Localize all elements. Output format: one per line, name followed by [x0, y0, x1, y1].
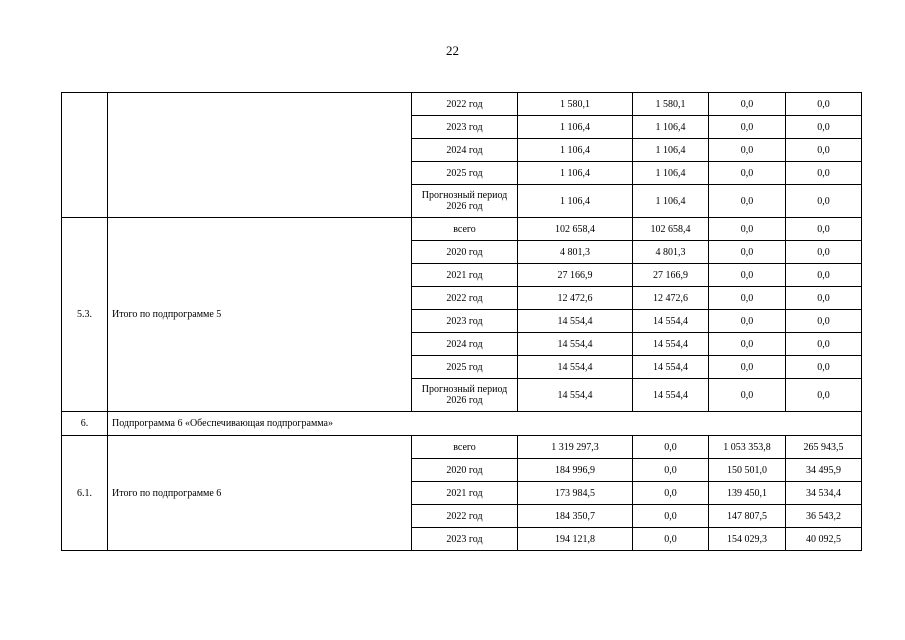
value-cell: 0,0: [786, 379, 862, 412]
value-cell: 184 996,9: [518, 459, 633, 482]
value-cell: 0,0: [709, 241, 786, 264]
row-number-cell: [62, 93, 108, 218]
row-number-cell: 6.1.: [62, 436, 108, 551]
value-cell: 34 534,4: [786, 482, 862, 505]
value-cell: 0,0: [709, 139, 786, 162]
value-cell: 154 029,3: [709, 528, 786, 551]
value-cell: 1 106,4: [518, 139, 633, 162]
period-cell: 2021 год: [412, 482, 518, 505]
row-name-cell: [108, 93, 412, 218]
value-cell: 0,0: [786, 356, 862, 379]
value-cell: 0,0: [633, 528, 709, 551]
value-cell: 102 658,4: [518, 218, 633, 241]
value-cell: 0,0: [786, 162, 862, 185]
value-cell: 14 554,4: [633, 333, 709, 356]
page-number: 22: [446, 43, 459, 58]
value-cell: 1 580,1: [518, 93, 633, 116]
table-row: [62, 436, 862, 459]
value-cell: 0,0: [633, 482, 709, 505]
value-cell: 0,0: [709, 333, 786, 356]
value-cell: 102 658,4: [633, 218, 709, 241]
value-cell: 14 554,4: [518, 310, 633, 333]
value-cell: 4 801,3: [518, 241, 633, 264]
value-cell: 0,0: [709, 162, 786, 185]
value-cell: 0,0: [709, 287, 786, 310]
value-cell: 0,0: [709, 310, 786, 333]
value-cell: 0,0: [786, 241, 862, 264]
period-cell: 2023 год: [412, 116, 518, 139]
period-cell: Прогнозный период 2026 год: [412, 185, 518, 218]
value-cell: 0,0: [709, 264, 786, 287]
section-title: Подпрограмма 6 «Обеспечивающая подпрограмма»: [108, 412, 862, 436]
period-cell: 2023 год: [412, 528, 518, 551]
value-cell: 14 554,4: [518, 356, 633, 379]
period-cell: всего: [412, 436, 518, 459]
value-cell: 0,0: [786, 218, 862, 241]
value-cell: 0,0: [786, 185, 862, 218]
section-header-row: [62, 412, 862, 436]
value-cell: 1 106,4: [518, 185, 633, 218]
value-cell: 150 501,0: [709, 459, 786, 482]
row-number-cell: 5.3.: [62, 218, 108, 412]
value-cell: 265 943,5: [786, 436, 862, 459]
period-cell: 2024 год: [412, 333, 518, 356]
value-cell: 173 984,5: [518, 482, 633, 505]
value-cell: 1 106,4: [633, 116, 709, 139]
period-cell: 2025 год: [412, 356, 518, 379]
value-cell: 0,0: [786, 93, 862, 116]
value-cell: 1 106,4: [633, 139, 709, 162]
value-cell: 0,0: [709, 379, 786, 412]
value-cell: 1 319 297,3: [518, 436, 633, 459]
period-cell: всего: [412, 218, 518, 241]
value-cell: 0,0: [709, 218, 786, 241]
value-cell: 0,0: [633, 505, 709, 528]
value-cell: 0,0: [786, 264, 862, 287]
value-cell: 0,0: [709, 185, 786, 218]
value-cell: 14 554,4: [633, 310, 709, 333]
value-cell: 14 554,4: [633, 356, 709, 379]
value-cell: 4 801,3: [633, 241, 709, 264]
value-cell: 147 807,5: [709, 505, 786, 528]
value-cell: 12 472,6: [633, 287, 709, 310]
period-cell: 2023 год: [412, 310, 518, 333]
row-name-cell: Итого по подпрограмме 5: [108, 218, 412, 412]
value-cell: 1 106,4: [633, 185, 709, 218]
value-cell: 12 472,6: [518, 287, 633, 310]
table-row: [62, 93, 862, 116]
value-cell: 139 450,1: [709, 482, 786, 505]
period-cell: 2020 год: [412, 241, 518, 264]
period-cell: 2022 год: [412, 505, 518, 528]
period-cell: 2022 год: [412, 93, 518, 116]
value-cell: 0,0: [633, 459, 709, 482]
value-cell: 0,0: [709, 93, 786, 116]
value-cell: 27 166,9: [518, 264, 633, 287]
period-cell: 2021 год: [412, 264, 518, 287]
section-number: 6.: [62, 412, 108, 436]
period-cell: 2022 год: [412, 287, 518, 310]
value-cell: 14 554,4: [633, 379, 709, 412]
value-cell: 1 106,4: [633, 162, 709, 185]
value-cell: 27 166,9: [633, 264, 709, 287]
value-cell: 0,0: [709, 356, 786, 379]
value-cell: 1 106,4: [518, 116, 633, 139]
value-cell: 14 554,4: [518, 379, 633, 412]
period-cell: 2024 год: [412, 139, 518, 162]
row-name-cell: Итого по подпрограмме 6: [108, 436, 412, 551]
value-cell: 34 495,9: [786, 459, 862, 482]
value-cell: 1 580,1: [633, 93, 709, 116]
value-cell: 36 543,2: [786, 505, 862, 528]
period-cell: 2020 год: [412, 459, 518, 482]
period-cell: Прогнозный период 2026 год: [412, 379, 518, 412]
value-cell: 14 554,4: [518, 333, 633, 356]
value-cell: 184 350,7: [518, 505, 633, 528]
value-cell: 1 106,4: [518, 162, 633, 185]
value-cell: 0,0: [633, 436, 709, 459]
period-cell: 2025 год: [412, 162, 518, 185]
value-cell: 0,0: [709, 116, 786, 139]
value-cell: 0,0: [786, 333, 862, 356]
value-cell: 0,0: [786, 287, 862, 310]
value-cell: 0,0: [786, 310, 862, 333]
value-cell: 0,0: [786, 139, 862, 162]
table-row: [62, 218, 862, 241]
value-cell: 194 121,8: [518, 528, 633, 551]
value-cell: 40 092,5: [786, 528, 862, 551]
value-cell: 1 053 353,8: [709, 436, 786, 459]
value-cell: 0,0: [786, 116, 862, 139]
budget-table: [61, 92, 862, 551]
